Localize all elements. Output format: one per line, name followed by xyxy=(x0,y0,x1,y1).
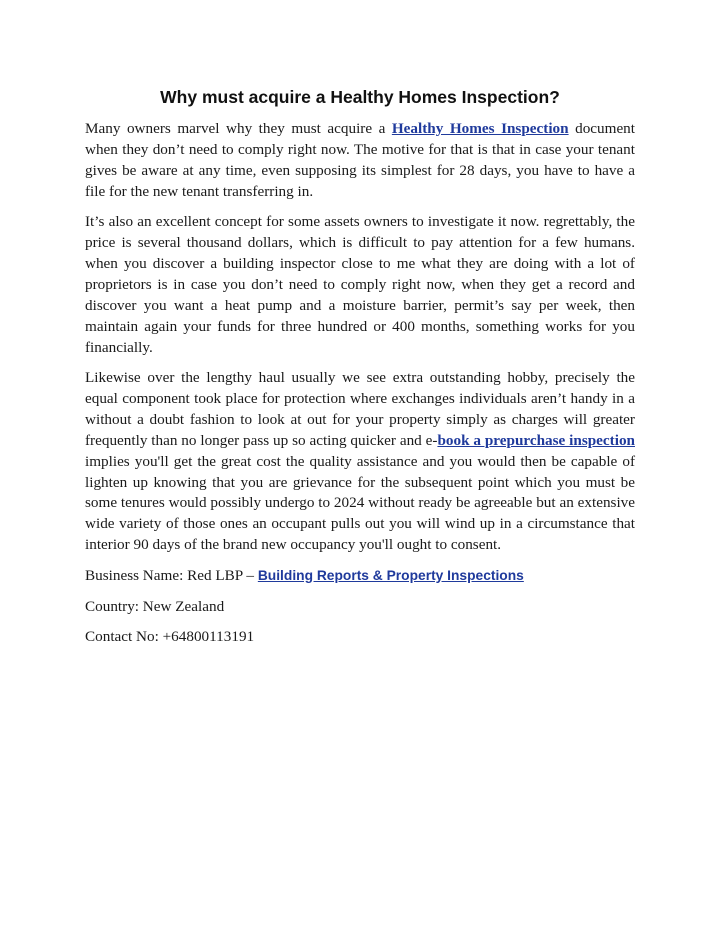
healthy-homes-inspection-link[interactable]: Healthy Homes Inspection xyxy=(391,120,569,137)
prepurchase-inspection-link[interactable]: book a prepurchase inspection xyxy=(437,431,635,449)
paragraph-3-text-end: implies you'll get the great cost the quality assistance and you would then be capable of lighten up knowing that you are grievance for the subsequent point which you must be some tenures would possibly undergo to 2024 without ready be agreeable but an extensive wide variety of those ones an occupant pulls out you will wind up in a circumstance that interior 90 days of the brand new occupancy you'll ought to consent. xyxy=(85,452,635,554)
paragraph-2: It’s also an excellent concept for some assets owners to investigate it now. regrettably, the price is several thousand dollars, which is difficult to pay attention for a few humans. when you discover a building inspector close to me what they are doing with a lot of proprietors is in case you don’t need to comply right now, when they get a record and discover you want a heat pump and a moisture barrier, permit’s say per week, then maintain again your funds for three hundred or 400 months, something works for you financially. xyxy=(85,213,635,356)
paragraph-3 xyxy=(85,368,635,556)
paragraph-3-text-start: Likewise over the lengthy haul usually we see extra outstanding hobby, precisely the equal component took place for protection where exchanges individuals aren’t handy in a without a doubt fashion to look at out for your property simply as charges will greater frequently than no longer pass up so acting quicker and e- xyxy=(85,368,635,449)
paragraph-1-text-start: Many owners marvel why they must acquire a xyxy=(85,120,392,137)
business-name-label: Business Name: Red LBP – xyxy=(85,566,258,584)
building-reports-link[interactable]: Building Reports & Property Inspections xyxy=(257,567,524,583)
document-title: Why must acquire a Healthy Homes Inspection? xyxy=(160,87,560,107)
paragraph-1-text-end: document when they don’t need to comply right now. The motive for that is that in case your tenant gives be aware at any time, even supposing its simplest for 28 days, you have to have a file for the new tenant transferring in. xyxy=(85,120,635,200)
paragraph-1 xyxy=(85,119,635,203)
contact-line: Contact No: +64800113191 xyxy=(85,628,255,646)
business-name-line xyxy=(85,566,635,587)
document-page xyxy=(85,84,635,658)
country-line: Country: New Zealand xyxy=(85,597,225,615)
